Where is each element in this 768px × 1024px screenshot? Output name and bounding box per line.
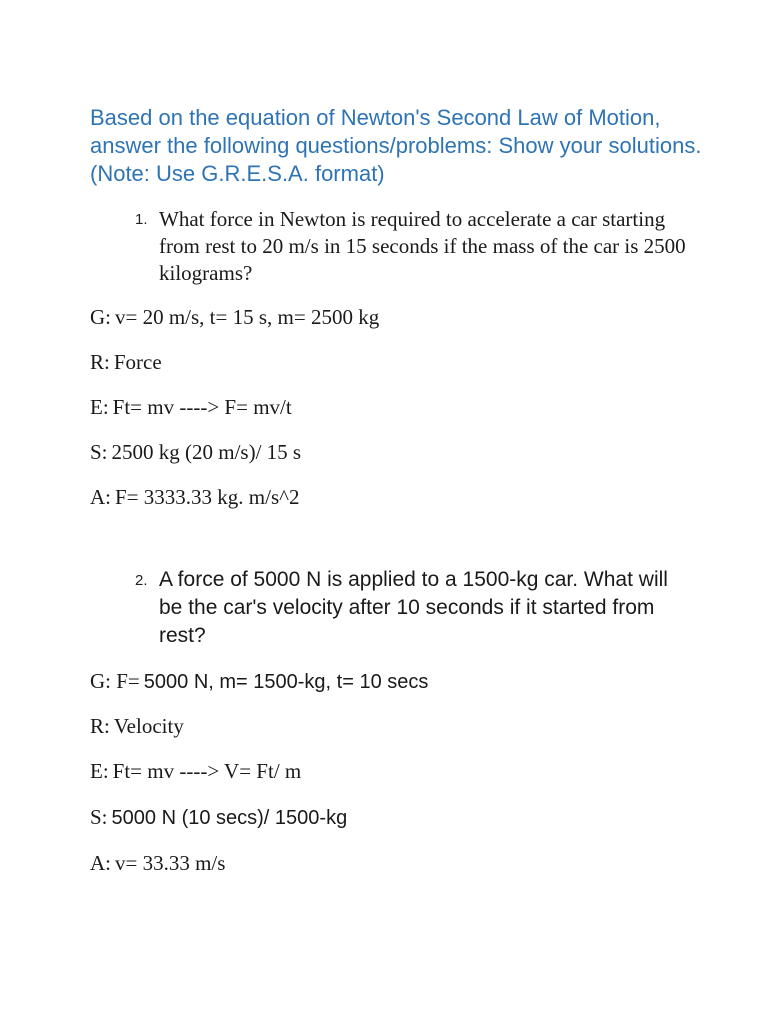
equation-label: E:: [90, 395, 109, 419]
problem-number: 1.: [135, 211, 148, 228]
given-label: G: F=: [90, 669, 140, 693]
solution-label: S:: [90, 805, 108, 829]
intro-heading: Based on the equation of Newton's Second Law of Motion, answer the following questions/problems: Show your solutions. (Note: Use G.R.E.S.A. format): [90, 105, 702, 186]
answer-value: F= 3333.33 kg. m/s^2: [115, 485, 300, 509]
answer-line: [90, 851, 225, 876]
solution-value: 2500 kg (20 m/s)/ 15 s: [111, 440, 302, 464]
solution-value: 5000 N (10 secs)/ 1500-kg: [111, 807, 348, 829]
required-value: Force: [113, 350, 162, 374]
problem-2: [135, 566, 695, 650]
problem-number: 2.: [135, 572, 148, 589]
required-value: Velocity: [113, 714, 184, 738]
problem-question: A force of 5000 N is applied to a 1500-kg car. What will be the car's velocity after 10 seconds if it started from rest?: [159, 568, 668, 647]
answer-label: A:: [90, 485, 111, 509]
solution-line: [90, 805, 347, 830]
problem-1: [135, 206, 695, 287]
required-label: R:: [90, 350, 110, 374]
equation-value: Ft= mv ----> F= mv/t: [112, 395, 292, 419]
equation-line: [90, 759, 301, 784]
given-line: [90, 305, 379, 330]
problem-question: What force in Newton is required to accelerate a car starting from rest to 20 m/s in 15 seconds if the mass of the car is 2500 kilograms?: [159, 207, 686, 285]
equation-line: [90, 395, 292, 420]
given-value: 5000 N, m= 1500-kg, t= 10 secs: [143, 671, 429, 693]
equation-value: Ft= mv ----> V= Ft/ m: [112, 759, 302, 783]
solution-label: S:: [90, 440, 108, 464]
equation-label: E:: [90, 759, 109, 783]
answer-value: v= 33.33 m/s: [115, 851, 226, 875]
required-line: [90, 350, 162, 375]
given-value: v= 20 m/s, t= 15 s, m= 2500 kg: [115, 305, 380, 329]
required-line: [90, 714, 184, 739]
answer-label: A:: [90, 851, 111, 875]
answer-line: [90, 485, 299, 510]
required-label: R:: [90, 714, 110, 738]
solution-line: [90, 440, 301, 465]
given-line: [90, 669, 428, 694]
given-label: G:: [90, 305, 111, 329]
